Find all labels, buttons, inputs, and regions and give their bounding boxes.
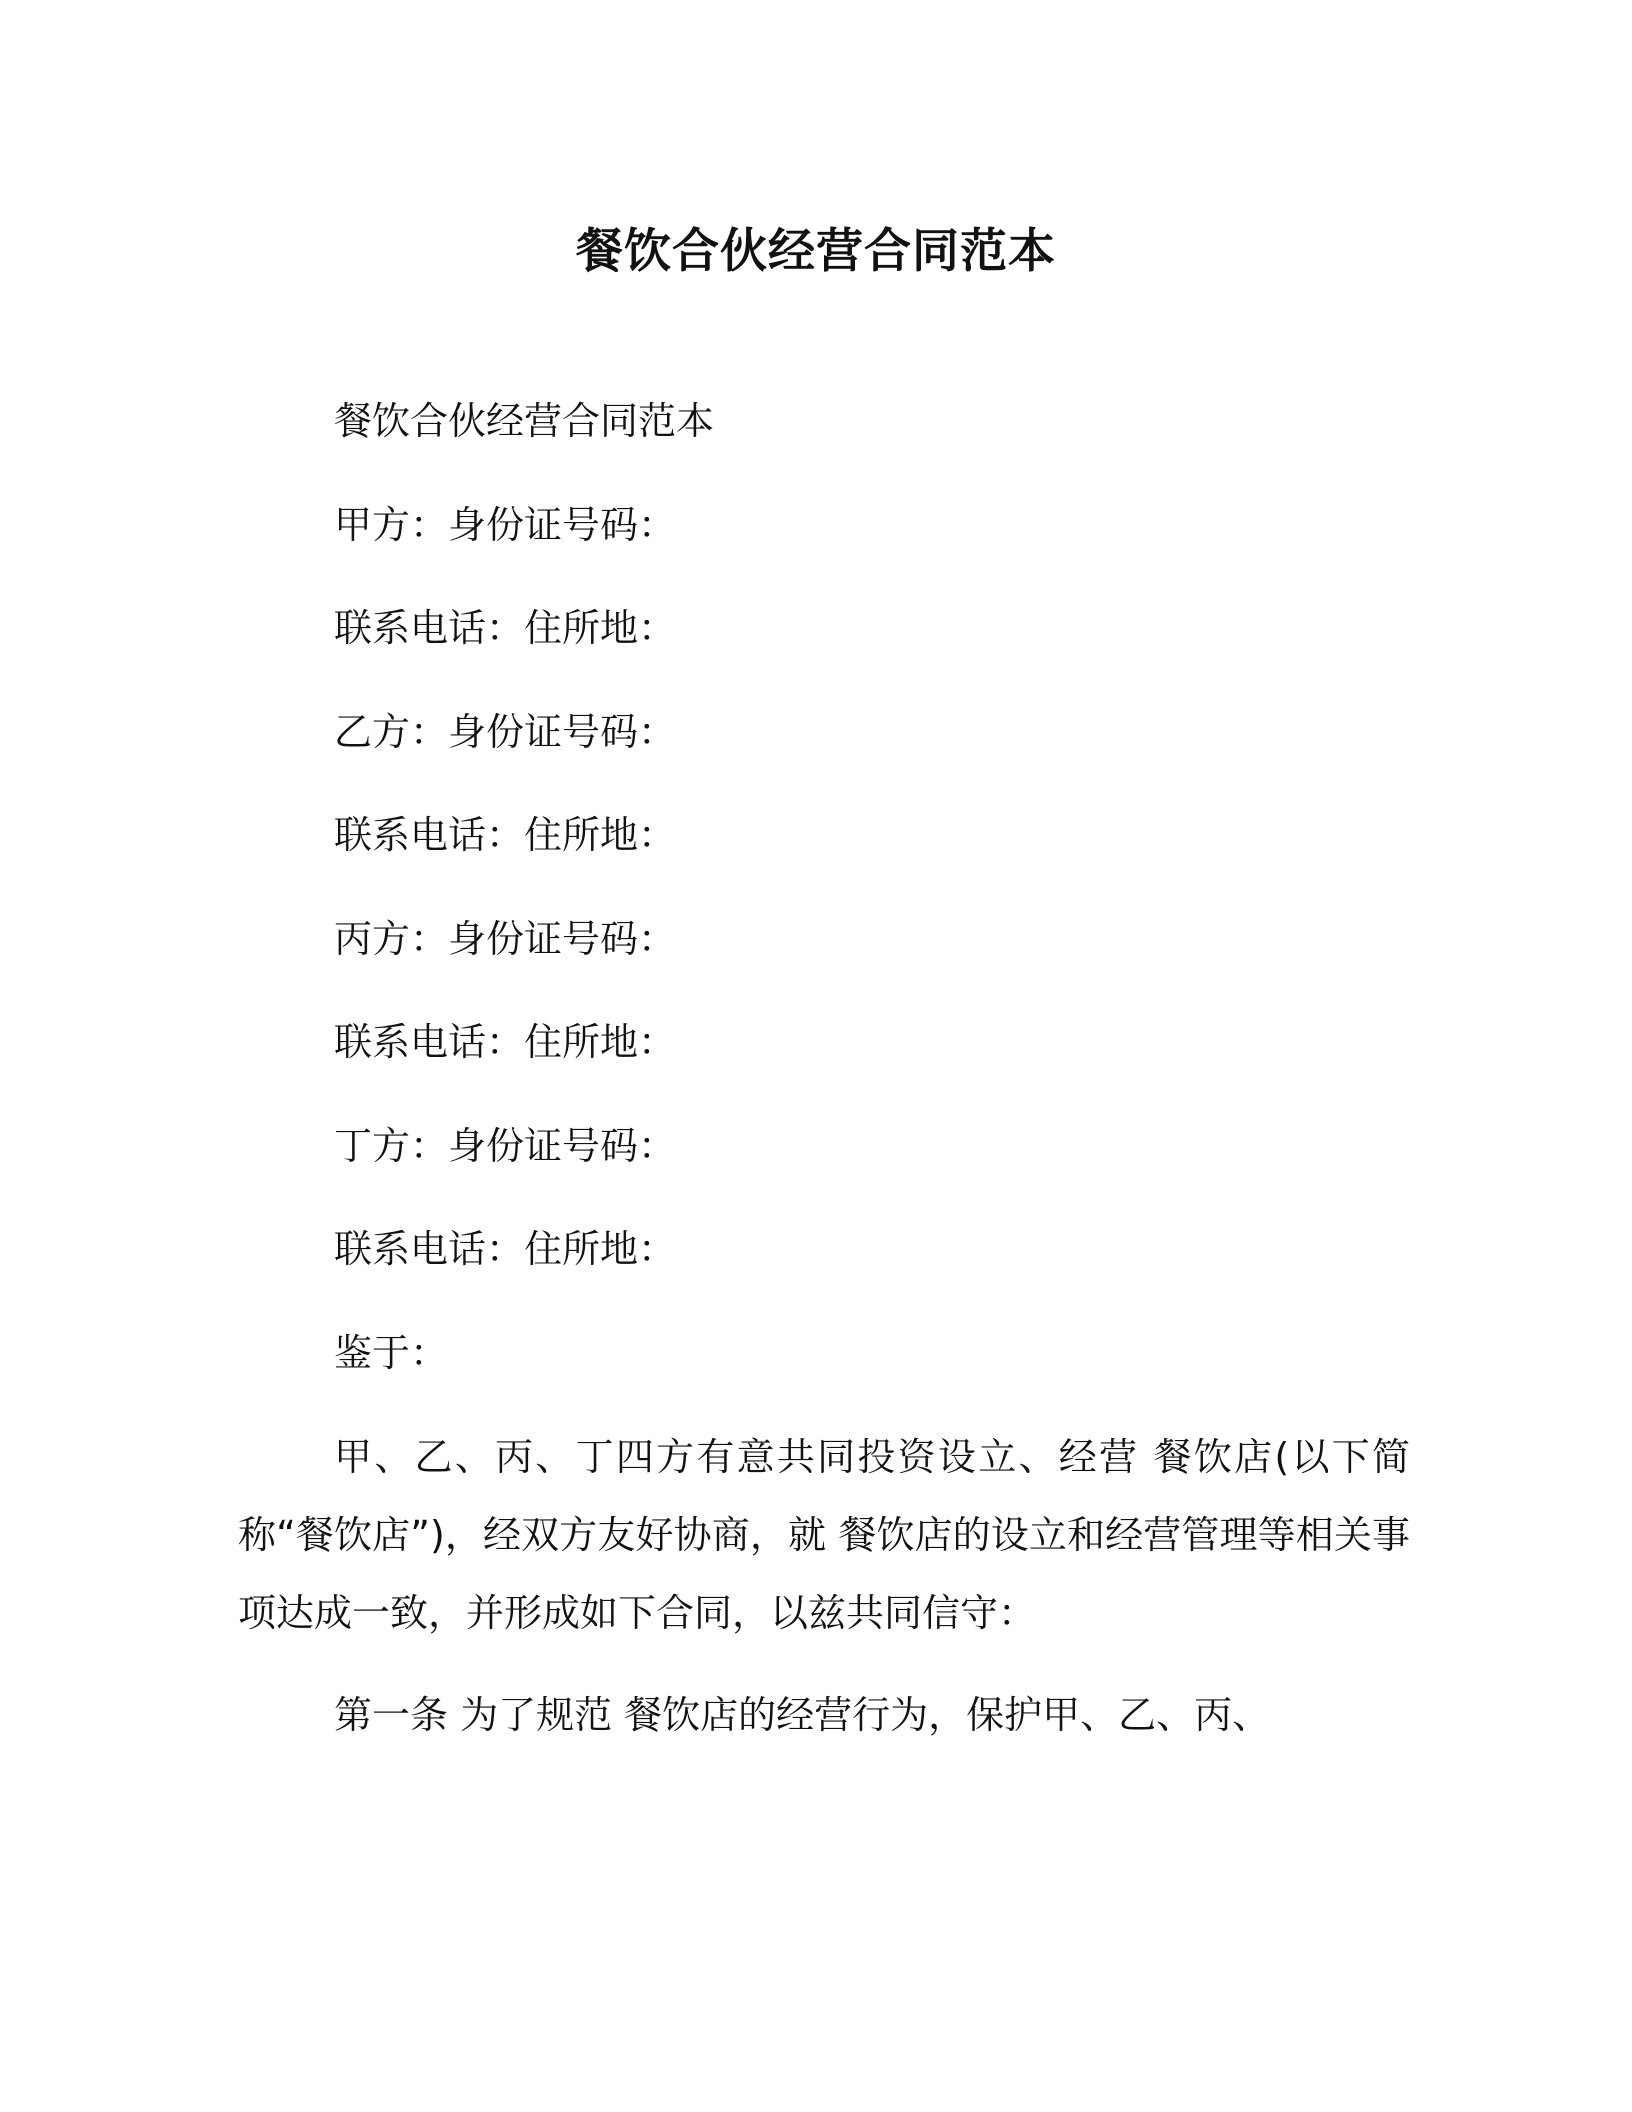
party-c-id-line: 丙方：身份证号码： [334, 917, 677, 961]
document-subtitle: 餐饮合伙经营合同范本 [334, 399, 715, 443]
whereas-label: 鉴于： [334, 1331, 449, 1375]
party-d-contact-line: 联系电话：住所地： [334, 1227, 677, 1271]
party-c-contact-line: 联系电话：住所地： [334, 1020, 677, 1064]
party-a-id-line: 甲方：身份证号码： [334, 503, 677, 547]
article-1-paragraph: 第一条 为了规范 餐饮店的经营行为，保护甲、乙、丙、 [334, 1693, 1271, 1737]
party-b-contact-line: 联系电话：住所地： [334, 813, 677, 857]
recital-paragraph: 甲、乙、丙、丁四方有意共同投资设立、经营 餐饮店(以下简称“餐饮店”)，经双方友好协商，就 餐饮店的设立和经营管理等相关事项达成一致，并形成如下合同，以兹共同信守： [238, 1435, 1410, 1635]
party-a-contact-line: 联系电话：住所地： [334, 606, 677, 650]
party-d-id-line: 丁方：身份证号码： [334, 1124, 677, 1168]
document-title: 餐饮合伙经营合同范本 [576, 224, 1056, 279]
party-b-id-line: 乙方：身份证号码： [334, 710, 677, 754]
